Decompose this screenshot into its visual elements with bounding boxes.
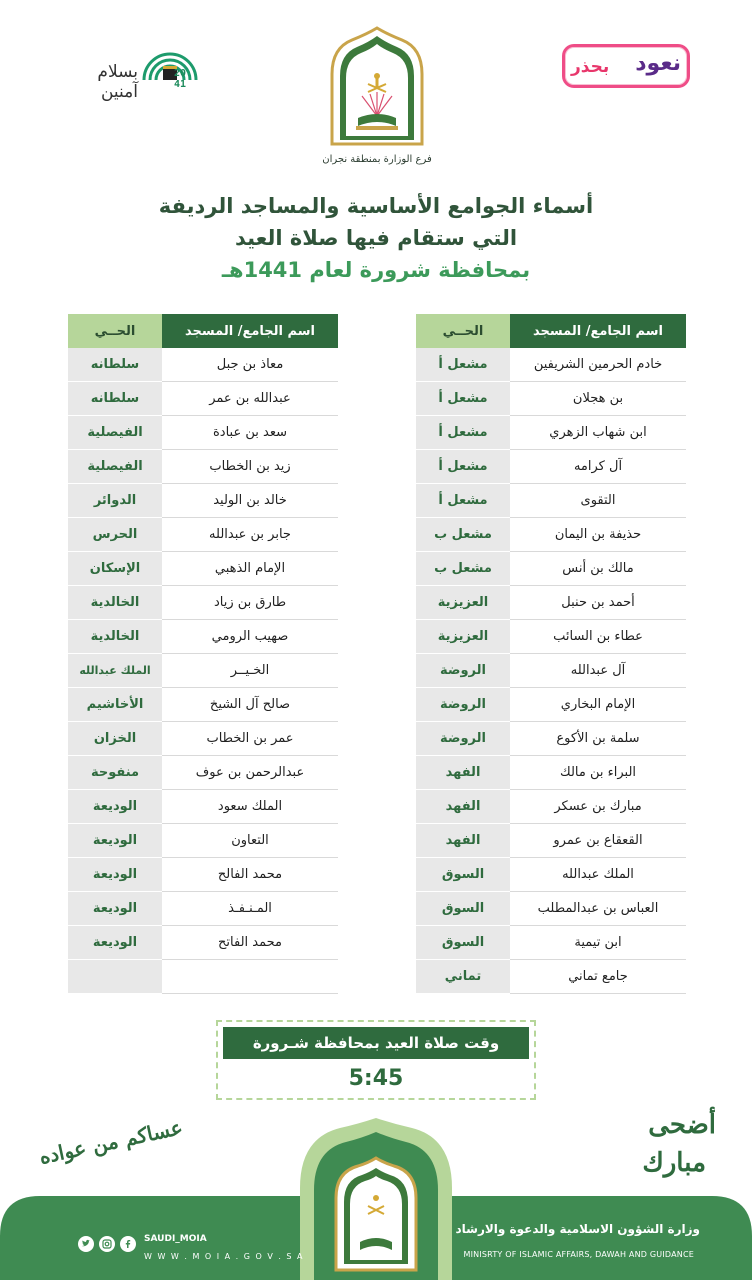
district-cell: الروضة: [416, 654, 510, 688]
district-cell: الإسكان: [68, 552, 162, 586]
district-cell: السوق: [416, 892, 510, 926]
table-row: [68, 620, 338, 654]
column-header-mosque: اسم الجامع/ المسجد: [510, 314, 686, 348]
mosque-name-cell: [162, 960, 338, 994]
mosque-name-cell: المـنـفـذ: [162, 892, 338, 926]
prayer-time-label: وقت صلاة العيد بمحافظة شـرورة: [223, 1027, 529, 1059]
district-cell: مشعل أ: [416, 450, 510, 484]
district-cell: الملك عبدالله: [68, 654, 162, 688]
salam-line-2: آمنين: [100, 82, 138, 102]
table-row: [68, 450, 338, 484]
mosque-name-cell: الملك سعود: [162, 790, 338, 824]
prayer-time-box: [216, 1020, 536, 1100]
naood-bihathar-badge: [562, 44, 690, 88]
table-row: [416, 518, 686, 552]
district-cell: الخالدية: [68, 620, 162, 654]
district-cell: مشعل ب: [416, 518, 510, 552]
table-row: [416, 586, 686, 620]
mosque-name-cell: مبارك بن عسكر: [510, 790, 686, 824]
district-cell: الخالدية: [68, 586, 162, 620]
mosque-name-cell: مالك بن أنس: [510, 552, 686, 586]
title-line-3: بمحافظة شرورة لعام 1441هـ: [221, 258, 531, 282]
mosque-name-cell: القعقاع بن عمرو: [510, 824, 686, 858]
mosque-name-cell: عطاء بن السائب: [510, 620, 686, 654]
district-cell: الخزان: [68, 722, 162, 756]
table-row: [68, 926, 338, 960]
district-cell: منفوحة: [68, 756, 162, 790]
table-row: [68, 790, 338, 824]
table-row: [68, 858, 338, 892]
column-header-mosque: اسم الجامع/ المسجد: [162, 314, 338, 348]
mosque-name-cell: عمر بن الخطاب: [162, 722, 338, 756]
district-cell: تماني: [416, 960, 510, 994]
district-cell: الفيصلية: [68, 450, 162, 484]
year-top: 20: [174, 68, 187, 79]
district-cell: مشعل أ: [416, 348, 510, 382]
table-row: [68, 892, 338, 926]
district-cell: الحرس: [68, 518, 162, 552]
column-header-district: الحــي: [416, 314, 510, 348]
website-link[interactable]: W W W . M O I A . G O V . S A: [144, 1252, 305, 1261]
mosques-table-left: [68, 314, 338, 994]
mosque-name-cell: التقوى: [510, 484, 686, 518]
ministry-emblem-icon: [322, 26, 432, 154]
mosque-name-cell: ابن شهاب الزهري: [510, 416, 686, 450]
table-row: [416, 382, 686, 416]
table-row: [416, 552, 686, 586]
table-row: [68, 484, 338, 518]
district-cell: سلطانه: [68, 348, 162, 382]
district-cell: الوديعة: [68, 892, 162, 926]
district-cell: سلطانه: [68, 382, 162, 416]
table-row: [416, 416, 686, 450]
mosque-name-cell: حذيفة بن اليمان: [510, 518, 686, 552]
district-cell: مشعل ب: [416, 552, 510, 586]
mosque-name-cell: العباس بن عبدالمطلب: [510, 892, 686, 926]
table-row: [416, 790, 686, 824]
branch-caption: فرع الوزارة بمنطقة نجران: [322, 154, 432, 165]
table-row: [416, 348, 686, 382]
table-row: [68, 382, 338, 416]
ministry-name-english: MINISRTY OF ISLAMIC AFFAIRS, DAWAH AND GUIDANCE: [463, 1250, 694, 1259]
mosque-name-cell: جابر بن عبدالله: [162, 518, 338, 552]
district-cell: مشعل أ: [416, 484, 510, 518]
mosque-name-cell: سلمة بن الأكوع: [510, 722, 686, 756]
mosque-name-cell: الخـيــر: [162, 654, 338, 688]
table-row: [68, 518, 338, 552]
mosque-name-cell: صالح آل الشيخ: [162, 688, 338, 722]
table-row: [68, 688, 338, 722]
district-cell: الوديعة: [68, 790, 162, 824]
district-cell: مشعل أ: [416, 416, 510, 450]
mosque-name-cell: محمد الفالح: [162, 858, 338, 892]
table-row: [416, 756, 686, 790]
district-cell: [68, 960, 162, 994]
mosque-name-cell: سعد بن عبادة: [162, 416, 338, 450]
greeting-left: [34, 1110, 194, 1190]
mosque-name-cell: الإمام البخاري: [510, 688, 686, 722]
table-row: [68, 348, 338, 382]
table-row: [416, 484, 686, 518]
table-row: [68, 416, 338, 450]
twitter-icon[interactable]: [78, 1236, 94, 1252]
district-cell: الوديعة: [68, 926, 162, 960]
district-cell: الفيصلية: [68, 416, 162, 450]
table-row: [68, 586, 338, 620]
table-row: [416, 722, 686, 756]
column-header-district: الحــي: [68, 314, 162, 348]
table-row: [68, 552, 338, 586]
instagram-icon[interactable]: [99, 1236, 115, 1252]
district-cell: الدوائر: [68, 484, 162, 518]
table-row: [68, 722, 338, 756]
table-row: [68, 824, 338, 858]
prayer-time-value: 5:45: [348, 1065, 404, 1091]
mosque-name-cell: آل كرامه: [510, 450, 686, 484]
mosque-name-cell: ابن تيمية: [510, 926, 686, 960]
title-line-2: التي ستقام فيها صلاة العيد: [234, 226, 518, 250]
district-cell: الوديعة: [68, 858, 162, 892]
table-row: [416, 688, 686, 722]
mosque-name-cell: جامع تماني: [510, 960, 686, 994]
table-row: [68, 654, 338, 688]
district-cell: السوق: [416, 926, 510, 960]
district-cell: الأخاشيم: [68, 688, 162, 722]
badge-word-1: نعود: [635, 51, 681, 76]
table-row: [416, 926, 686, 960]
mosques-table-right: [416, 314, 686, 994]
table-row: [68, 960, 338, 994]
greeting-right-line2: مبارك: [642, 1148, 706, 1178]
table-row: [416, 824, 686, 858]
district-cell: الوديعة: [68, 824, 162, 858]
table-row: [416, 960, 686, 994]
mosque-name-cell: خادم الحرمين الشريفين: [510, 348, 686, 382]
mosque-name-cell: خالد بن الوليد: [162, 484, 338, 518]
greeting-right: [616, 1106, 720, 1192]
mosque-name-cell: أحمد بن حنبل: [510, 586, 686, 620]
district-cell: الروضة: [416, 688, 510, 722]
badge-word-2: بحذر: [571, 57, 610, 77]
title-line-1: أسماء الجوامع الأساسية والمساجد الرديفة: [158, 194, 594, 218]
table-row: [416, 892, 686, 926]
mosque-name-cell: الملك عبدالله: [510, 858, 686, 892]
mosque-name-cell: صهيب الرومي: [162, 620, 338, 654]
mosque-name-cell: التعاون: [162, 824, 338, 858]
table-row: [68, 756, 338, 790]
greeting-right-line1: أضحى: [648, 1110, 716, 1140]
mosque-name-cell: عبدالله بن عمر: [162, 382, 338, 416]
district-cell: الروضة: [416, 722, 510, 756]
district-cell: الفهد: [416, 790, 510, 824]
mosque-name-cell: زيد بن الخطاب: [162, 450, 338, 484]
table-row: [416, 858, 686, 892]
district-cell: العزيزية: [416, 620, 510, 654]
greeting-left-text: عساكم من عواده: [37, 1115, 185, 1169]
district-cell: الفهد: [416, 824, 510, 858]
district-cell: السوق: [416, 858, 510, 892]
mosque-name-cell: عبدالرحمن بن عوف: [162, 756, 338, 790]
salam-line-1: بسلام: [97, 62, 138, 82]
table-row: [416, 654, 686, 688]
table-row: [416, 450, 686, 484]
table-header: [68, 314, 338, 348]
mosque-name-cell: الإمام الذهبي: [162, 552, 338, 586]
table-row: [416, 620, 686, 654]
year-bottom: 41: [174, 79, 187, 90]
social-handle: SAUDI_MOIA: [144, 1234, 207, 1244]
ministry-name-arabic: وزارة الشؤون الاسلامية والدعوة والارشاد: [455, 1222, 700, 1236]
district-cell: مشعل أ: [416, 382, 510, 416]
salam-text: [74, 62, 138, 102]
district-cell: الفهد: [416, 756, 510, 790]
mosque-name-cell: محمد الفاتح: [162, 926, 338, 960]
mosque-name-cell: البراء بن مالك: [510, 756, 686, 790]
mosque-name-cell: معاذ بن جبل: [162, 348, 338, 382]
year-2041: [174, 68, 186, 90]
footer-emblem-arch: [300, 1118, 452, 1280]
mosque-name-cell: آل عبدالله: [510, 654, 686, 688]
mosque-name-cell: بن هجلان: [510, 382, 686, 416]
mosque-name-cell: طارق بن زياد: [162, 586, 338, 620]
facebook-icon[interactable]: [120, 1236, 136, 1252]
table-header: [416, 314, 686, 348]
district-cell: العزيزية: [416, 586, 510, 620]
